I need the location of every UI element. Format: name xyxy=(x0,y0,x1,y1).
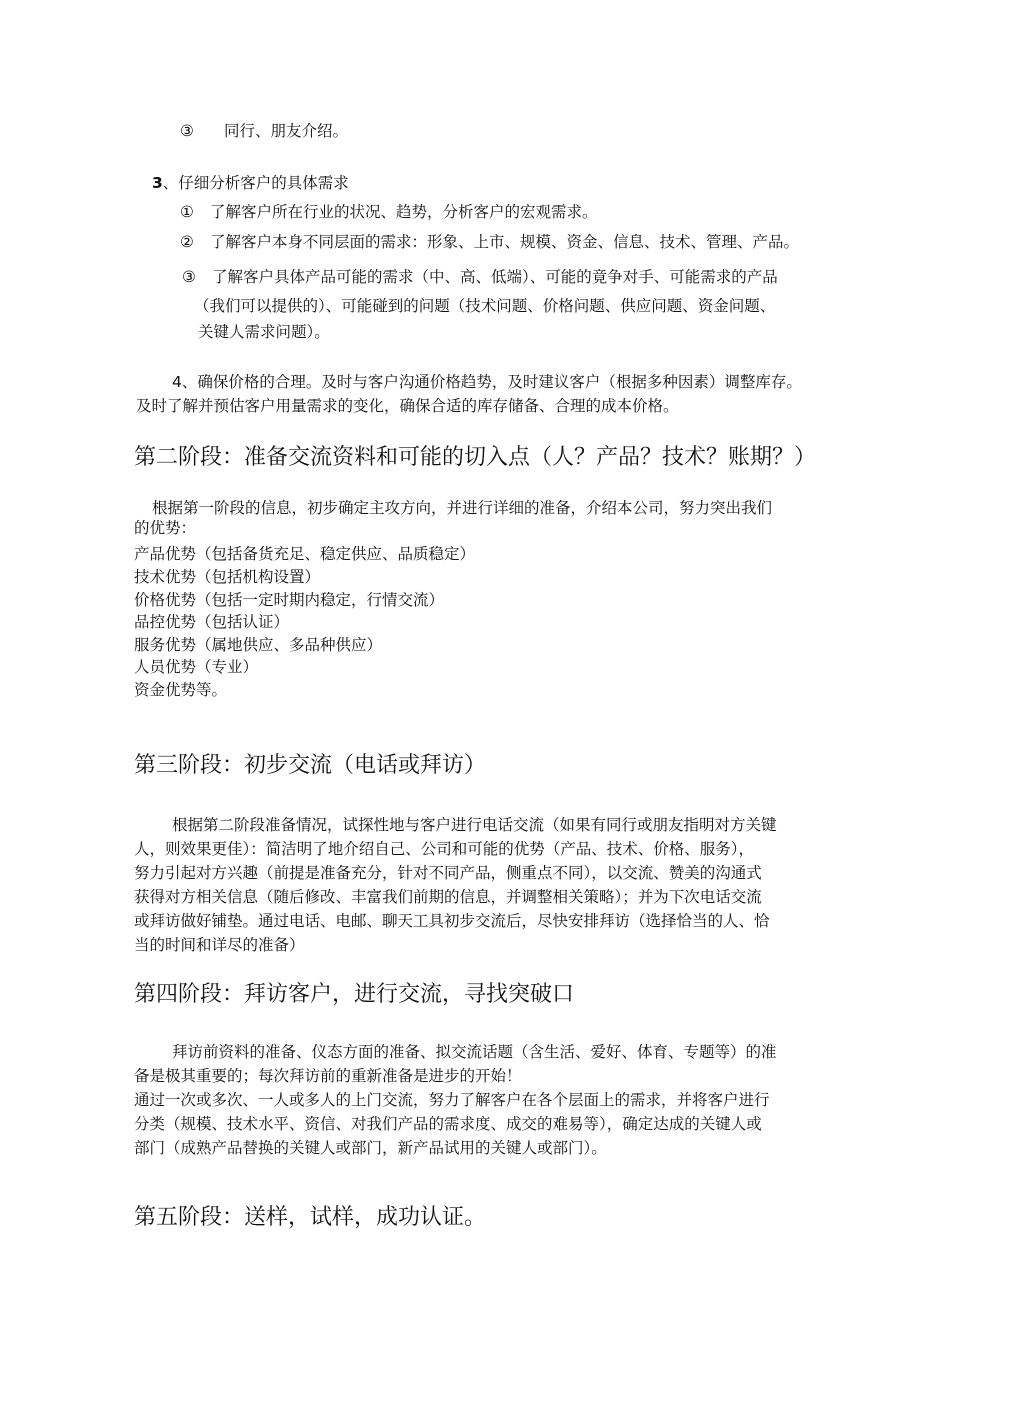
section-number: 3 xyxy=(152,174,163,192)
list-item: 产品优势（包括备货充足、稳定供应、品质稳定） xyxy=(134,545,476,563)
stage-heading: 第二阶段：准备交流资料和可能的切入点（人？产品？技术？账期？） xyxy=(134,445,817,470)
paragraph-line: 拜访前资料的准备、仪态方面的准备、拟交流话题（含生活、爱好、体育、专题等）的准 xyxy=(172,1043,777,1061)
paragraph-line: 4、确保价格的合理。及时与客户沟通价格趋势，及时建议客户（根据多种因素）调整库存。 xyxy=(172,373,802,391)
stage-heading: 第五阶段：送样，试样，成功认证。 xyxy=(134,1205,487,1230)
paragraph-line: （我们可以提供的）、可能碰到的问题（技术问题、价格问题、供应问题、资金问题、 xyxy=(194,297,776,315)
paragraph-line: 备是极其重要的；每次拜访前的重新准备是进步的开始！ xyxy=(134,1067,522,1085)
section-title-text: 、仔细分析客户的具体需求 xyxy=(162,174,349,192)
list-item xyxy=(180,232,799,253)
stage-heading: 第三阶段：初步交流（电话或拜访） xyxy=(134,753,487,778)
section-title xyxy=(152,173,349,194)
list-item xyxy=(180,121,348,142)
item-text: 了解客户本身不同层面的需求：形象、上市、规模、资金、信息、技术、管理、产品。 xyxy=(210,233,800,251)
paragraph-line: 当的时间和详尽的准备） xyxy=(134,936,305,954)
list-item xyxy=(180,202,598,223)
paragraph-line: 获得对方相关信息（随后修改、丰富我们前期的信息，并调整相关策略）；并为下次电话交流 xyxy=(134,888,762,906)
paragraph-line: 人，则效果更佳）：简洁明了地介绍自己、公司和可能的优势（产品、技术、价格、服务）， xyxy=(134,840,755,858)
paragraph-line: 及时了解并预估客户用量需求的变化，确保合适的库存储备、合理的成本价格。 xyxy=(136,397,679,415)
list-item: 人员优势（专业） xyxy=(134,658,259,676)
item-marker: ① xyxy=(180,203,194,221)
item-marker: ② xyxy=(180,233,194,251)
paragraph-line: 的优势： xyxy=(134,519,197,537)
list-item: 资金优势等。 xyxy=(134,681,228,699)
item-text: 了解客户所在行业的状况、趋势，分析客户的宏观需求。 xyxy=(210,203,598,221)
paragraph-line: 根据第一阶段的信息，初步确定主攻方向，并进行详细的准备，介绍本公司，努力突出我们 xyxy=(152,499,773,517)
list-item: 品控优势（包括认证） xyxy=(134,613,290,631)
item-marker: ③ xyxy=(180,122,194,140)
item-text: 了解客户具体产品可能的需求（中、高、低端）、可能的竟争对手、可能需求的产品 xyxy=(212,268,778,286)
paragraph-line: 部门（成熟产品替换的关键人或部门，新产品试用的关键人或部门）。 xyxy=(134,1139,607,1157)
stage-heading: 第四阶段：拜访客户，进行交流，寻找突破口 xyxy=(134,982,575,1007)
list-item xyxy=(182,267,778,288)
list-item: 技术优势（包括机构设置） xyxy=(134,568,321,586)
paragraph-line: 或拜访做好铺垫。通过电话、电邮、聊天工具初步交流后，尽快安排拜访（选择恰当的人、恰 xyxy=(134,912,770,930)
paragraph-line: 根据第二阶段准备情况，试探性地与客户进行电话交流（如果有同行或朋友指明对方关键 xyxy=(172,816,777,834)
paragraph-line: 分类（规模、技术水平、资信、对我们产品的需求度、成交的难易等），确定达成的关键人或 xyxy=(134,1115,762,1133)
paragraph-line: 关键人需求问题）。 xyxy=(198,323,330,341)
paragraph-line: 通过一次或多次、一人或多人的上门交流，努力了解客户在各个层面上的需求，并将客户进行 xyxy=(134,1091,770,1109)
list-item: 价格优势（包括一定时期内稳定，行情交流） xyxy=(134,591,445,609)
list-item: 服务优势（属地供应、多品种供应） xyxy=(134,636,383,654)
item-marker: ③ xyxy=(182,268,196,286)
paragraph-line: 努力引起对方兴趣（前提是准备充分，针对不同产品，侧重点不同），以交流、赞美的沟通式 xyxy=(134,864,762,882)
item-text: 同行、朋友介绍。 xyxy=(224,122,349,140)
